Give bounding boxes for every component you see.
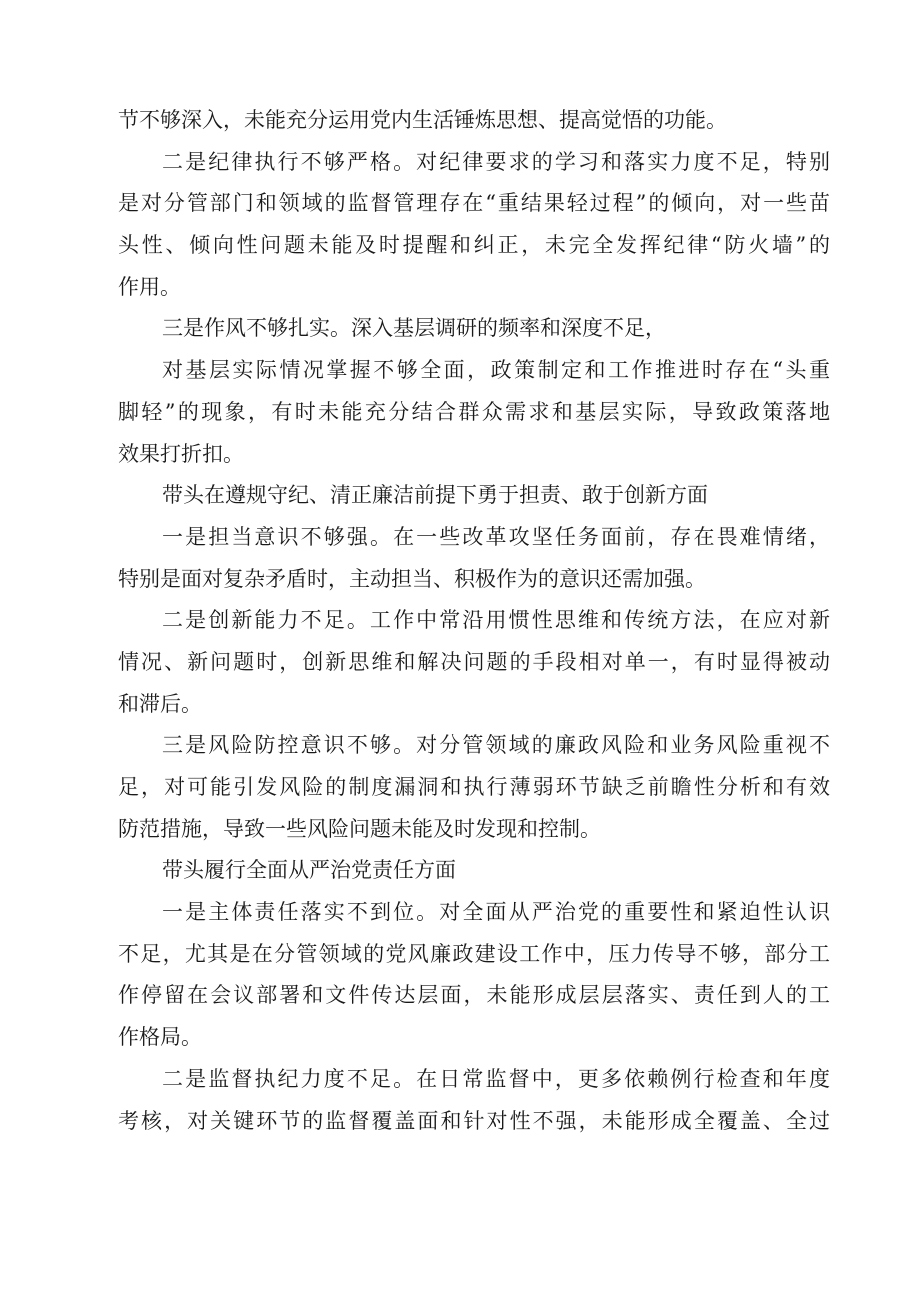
- text-line: 作停留在会议部署和文件传达层面，未能形成层层落实、责任到人的工: [118, 983, 830, 1008]
- text-line: 防范措施，导致一些风险问题未能及时发现和控制。: [118, 816, 601, 841]
- text-line: 带头在遵规守纪、清正廉洁前提下勇于担责、敢于创新方面: [162, 483, 708, 508]
- text-line: 作格局。: [118, 1025, 202, 1050]
- text-line: 带头履行全面从严治党责任方面: [162, 858, 456, 883]
- text-line: 二是纪律执行不够严格。对纪律要求的学习和落实力度不足，特别: [162, 149, 830, 174]
- text-line: 足，对可能引发风险的制度漏洞和执行薄弱环节缺乏前瞻性分析和有效: [118, 775, 830, 799]
- text-line: 特别是面对复杂矛盾时，主动担当、积极作为的意识还需加强。: [118, 566, 706, 591]
- text-line: 是对分管部门和领域的监督管理存在“重结果轻过程”的倾向，对一些苗: [118, 191, 830, 216]
- text-line: 效果打折扣。: [118, 441, 244, 466]
- text-line: 不足，尤其是在分管领域的党风廉政建设工作中，压力传导不够，部分工: [118, 941, 830, 966]
- text-line: 脚轻”的现象，有时未能充分结合群众需求和基层实际，导致政策落地: [118, 399, 830, 424]
- document-body: [118, 100, 830, 1142]
- text-line: 考核，对关键环节的监督覆盖面和针对性不强，未能形成全覆盖、全过: [118, 1108, 830, 1133]
- text-line: 对基层实际情况掌握不够全面，政策制定和工作推进时存在“头重: [162, 358, 830, 383]
- text-line: 节不够深入，未能充分运用党内生活锤炼思想、提高觉悟的功能。: [118, 108, 727, 132]
- text-line: 三是作风不够扎实。深入基层调研的频率和深度不足，: [162, 316, 666, 341]
- text-line: 和滞后。: [118, 691, 202, 716]
- text-line: 头性、倾向性问题未能及时提醒和纠正，未完全发挥纪律“防火墙”的: [118, 233, 830, 258]
- text-line: 情况、新问题时，创新思维和解决问题的手段相对单一，有时显得被动: [118, 649, 830, 674]
- text-line: 二是监督执纪力度不足。在日常监督中，更多依赖例行检查和年度: [162, 1066, 830, 1091]
- text-line: 三是风险防控意识不够。对分管领域的廉政风险和业务风险重视不: [162, 733, 830, 758]
- text-line: 一是主体责任落实不到位。对全面从严治党的重要性和紧迫性认识: [162, 900, 830, 925]
- text-line: 作用。: [118, 274, 181, 299]
- text-line: 一是担当意识不够强。在一些改革攻坚任务面前，存在畏难情绪，: [162, 524, 830, 549]
- text-line: 二是创新能力不足。工作中常沿用惯性思维和传统方法，在应对新: [162, 608, 830, 633]
